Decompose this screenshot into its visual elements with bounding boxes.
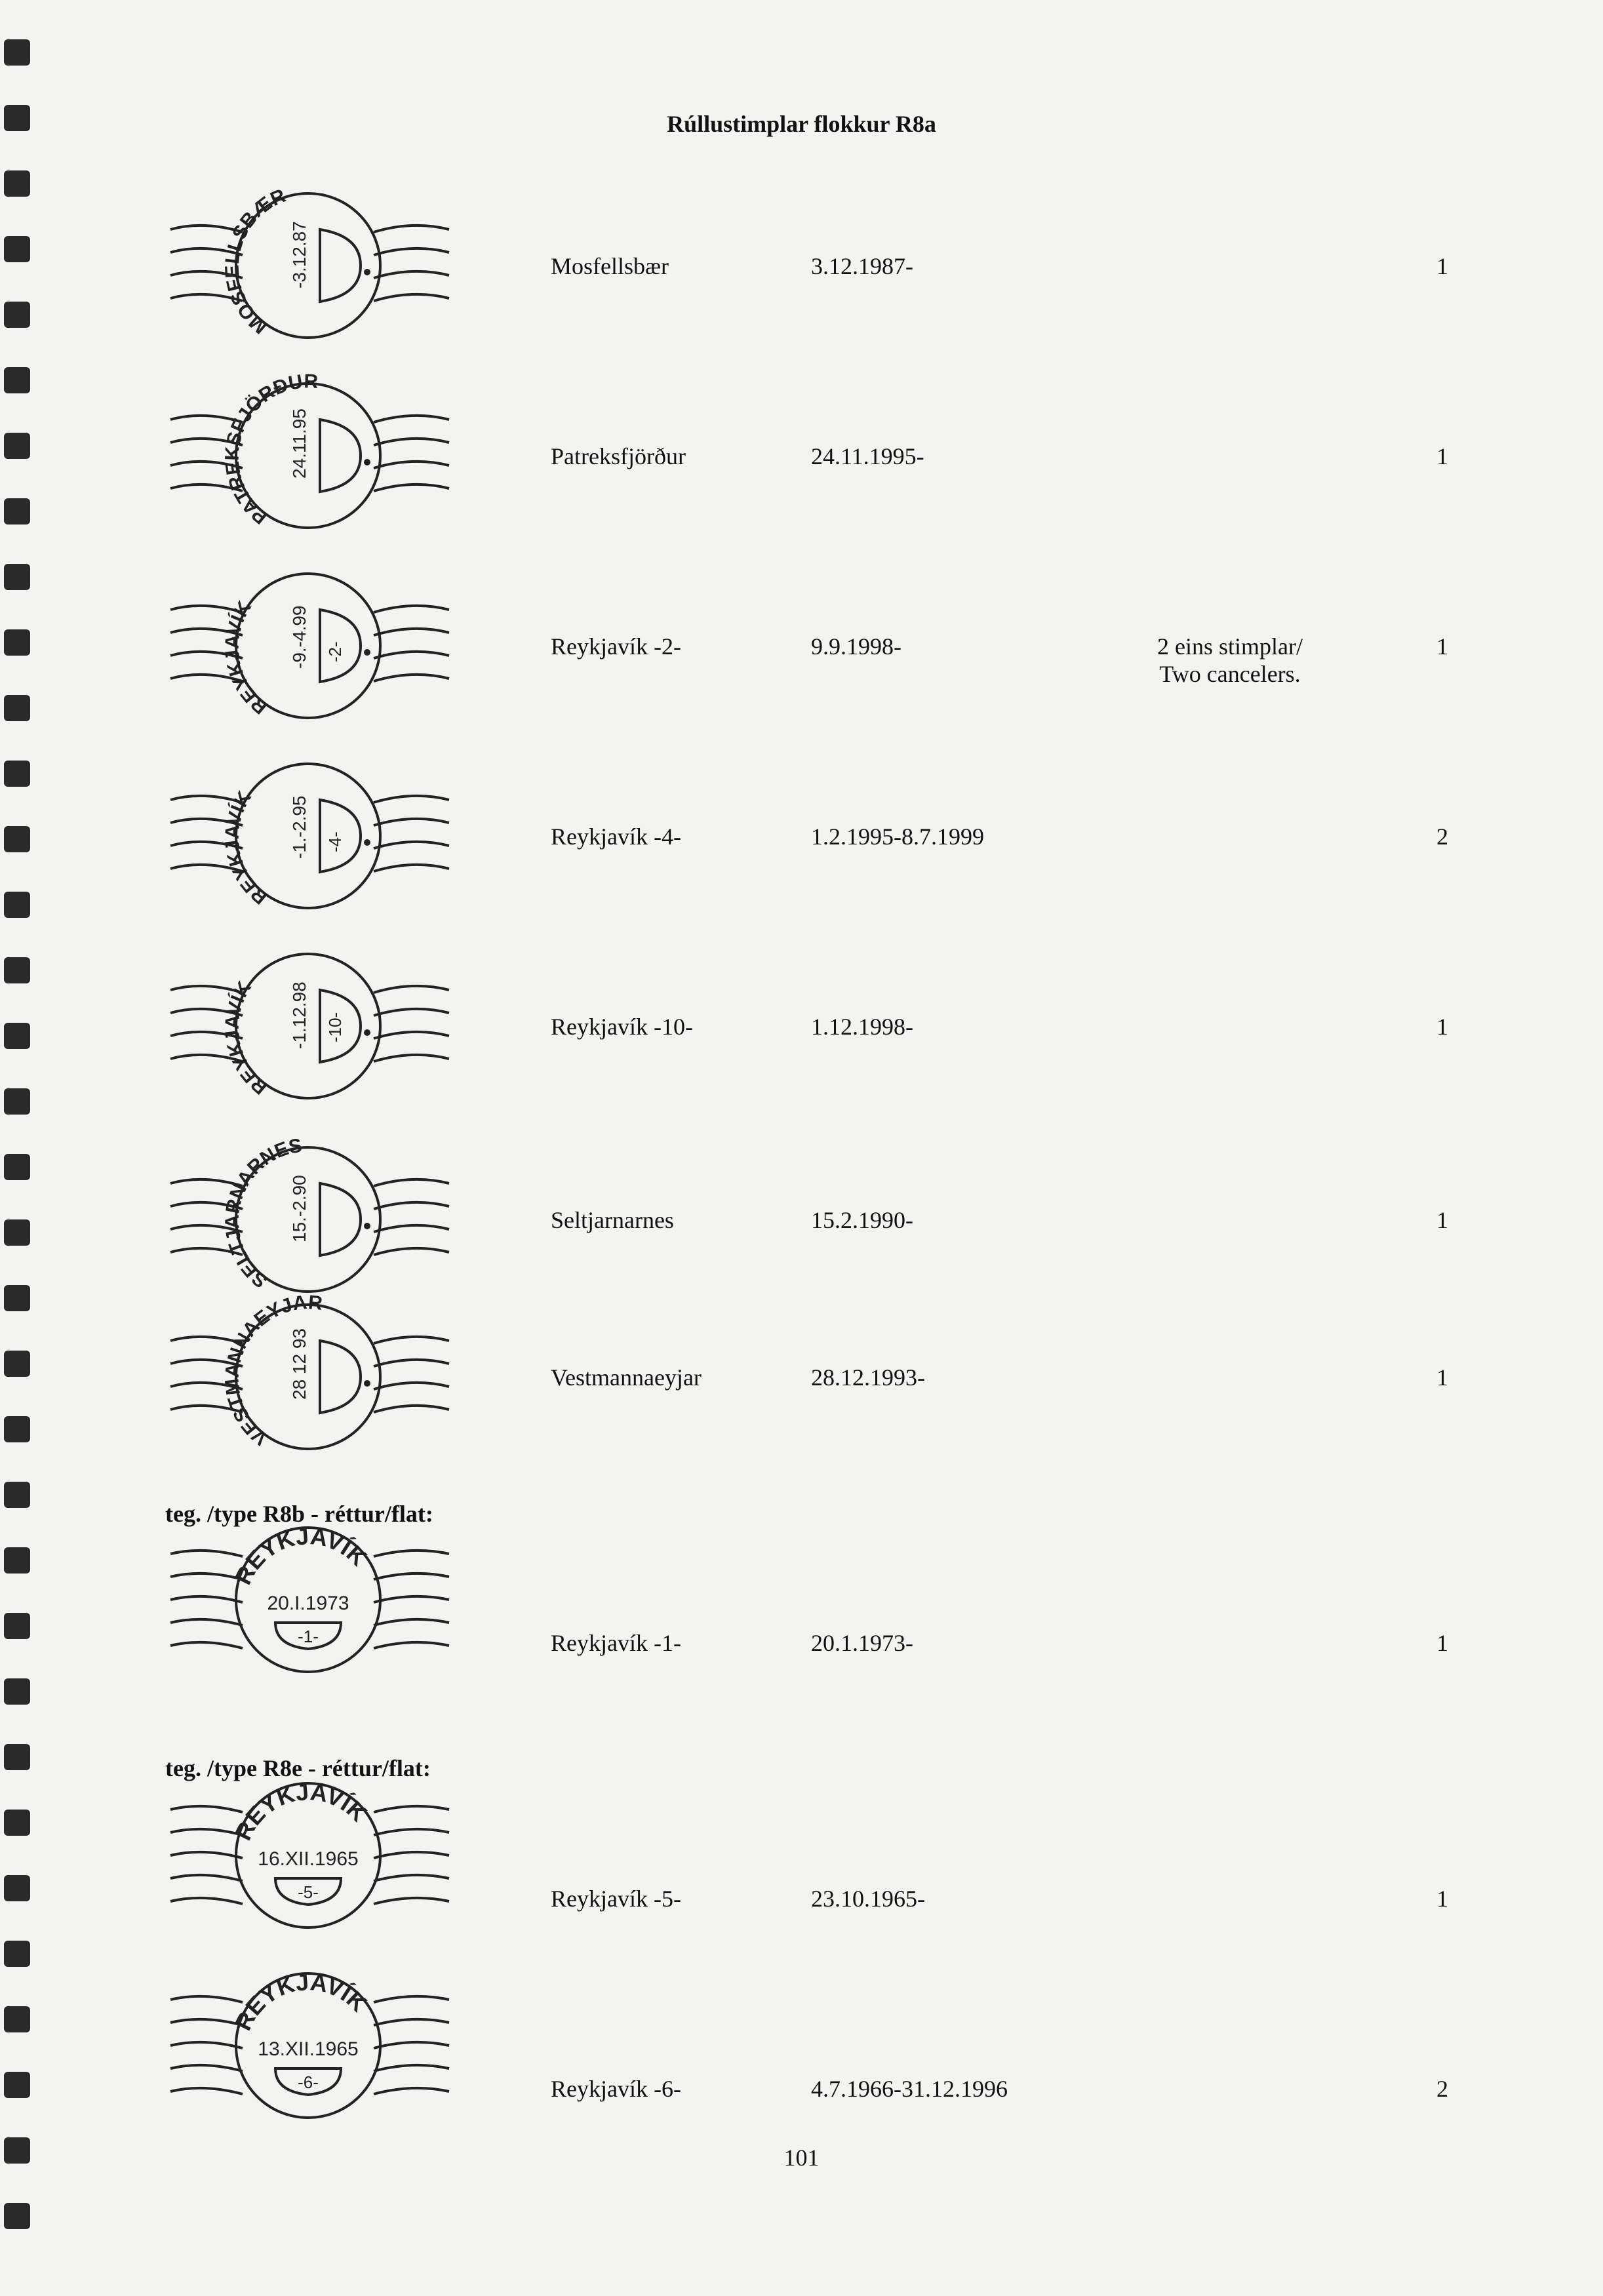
date-range: 24.11.1995-: [811, 443, 924, 469]
postmark-date: 28 12 93: [289, 1328, 309, 1400]
postmark-date: 13.XII.1965: [258, 2038, 359, 2060]
postmark-ring-text: PATREKSFJÖRÐUR: [221, 374, 319, 528]
catalog-row: [0, 1770, 1603, 1954]
page-title: Rúllustimplar flokkur R8a: [667, 111, 936, 137]
date-range: 9.9.1998-: [811, 633, 901, 660]
count-value: 1: [1436, 443, 1448, 469]
date-range: 23.10.1965-: [811, 1886, 925, 1912]
date-range: 28.12.1993-: [811, 1364, 925, 1391]
postmark-image: [151, 1514, 465, 1685]
postmark-icon: [151, 184, 465, 354]
postmark-number: -10-: [325, 1012, 345, 1042]
catalog-row: [0, 1960, 1603, 2144]
date-range: 1.2.1995-8.7.1999: [811, 823, 984, 850]
date-range: 4.7.1966-31.12.1996: [811, 2076, 1008, 2102]
postmark-ring-text: SELTJARNARNES: [221, 1138, 304, 1292]
postmark-icon: [151, 1295, 465, 1465]
postmark-ring-text: REYKJAVÍK: [229, 1968, 372, 2035]
count-value: 2: [1436, 2076, 1448, 2102]
postmark-ring-text: VESTMANNAEYJAR: [221, 1295, 324, 1450]
place-name: Reykjavík -2-: [551, 633, 681, 660]
postmark-icon: [151, 1138, 465, 1308]
count-value: 1: [1436, 1364, 1448, 1391]
postmark-icon: [151, 564, 465, 734]
postmark-date: -1.12.98: [289, 981, 309, 1049]
date-range: 3.12.1987-: [811, 253, 913, 279]
count-value: 1: [1436, 633, 1448, 660]
postmark-icon: [151, 754, 465, 924]
catalog-row: [0, 564, 1603, 747]
date-range: 20.1.1973-: [811, 1630, 913, 1656]
postmark-icon: [151, 1514, 465, 1685]
postmark-ring-text: REYKJAVÍK: [221, 787, 272, 909]
section-heading-r8e: teg. /type R8e - réttur/flat:: [165, 1755, 431, 1781]
postmark-ring-text: REYKJAVÍK: [221, 978, 272, 1099]
place-name: Reykjavík -5-: [551, 1886, 681, 1912]
count-value: 1: [1436, 253, 1448, 279]
postmark-icon: [151, 944, 465, 1115]
postmark-image: [151, 374, 465, 544]
count-value: 2: [1436, 823, 1448, 850]
postmark-image: [151, 184, 465, 354]
catalog-row: [0, 1295, 1603, 1478]
postmark-image: [151, 1138, 465, 1308]
postmark-date: 16.XII.1965: [258, 1848, 359, 1870]
binding-hole: [4, 2203, 30, 2229]
postmark-ring-text: REYKJAVÍK: [221, 597, 272, 719]
place-name: Reykjavík -10-: [551, 1014, 693, 1040]
place-name: Seltjarnarnes: [551, 1207, 674, 1233]
place-name: Reykjavík -6-: [551, 2076, 681, 2102]
place-name: Vestmannaeyjar: [551, 1364, 702, 1391]
postmark-number: -5-: [298, 1882, 319, 1902]
postmark-date: 20.I.1973: [267, 1593, 349, 1614]
postmark-number: -6-: [298, 2072, 319, 2092]
section-heading-r8b: teg. /type R8b - réttur/flat:: [165, 1501, 433, 1527]
postmark-icon: [151, 1770, 465, 1941]
postmark-image: [151, 564, 465, 734]
row-note: 2 eins stimplar/ Two cancelers.: [1157, 633, 1303, 687]
postmark-ring-text: MOSFELLSBÆR: [221, 184, 289, 338]
page-number: 101: [783, 2145, 820, 2171]
place-name: Patreksfjörður: [551, 443, 686, 469]
postmark-image: [151, 1295, 465, 1465]
postmark-date: -3.12.87: [289, 221, 309, 288]
postmark-icon: [151, 374, 465, 544]
count-value: 1: [1436, 1014, 1448, 1040]
catalog-row: [0, 944, 1603, 1128]
count-value: 1: [1436, 1207, 1448, 1233]
postmark-ring-text: REYKJAVÍK: [229, 1522, 372, 1589]
catalog-row: [0, 754, 1603, 938]
binding-hole: [4, 1744, 30, 1770]
date-range: 15.2.1990-: [811, 1207, 913, 1233]
place-name: Mosfellsbær: [551, 253, 669, 279]
catalog-row: [0, 184, 1603, 367]
date-range: 1.12.1998-: [811, 1014, 913, 1040]
place-name: Reykjavík -4-: [551, 823, 681, 850]
postmark-image: [151, 1960, 465, 2131]
place-name: Reykjavík -1-: [551, 1630, 681, 1656]
binding-hole: [4, 1482, 30, 1508]
postmark-image: [151, 944, 465, 1115]
postmark-image: [151, 1770, 465, 1941]
postmark-date: -9.-4.99: [289, 605, 309, 669]
postmark-date: 24.11.95: [289, 408, 309, 479]
postmark-ring-text: REYKJAVÍK: [229, 1778, 372, 1845]
postmark-date: -1.-2.95: [289, 795, 309, 859]
postmark-number: -2-: [325, 641, 345, 662]
catalog-row: [0, 374, 1603, 557]
count-value: 1: [1436, 1630, 1448, 1656]
catalog-row: [0, 1514, 1603, 1698]
postmark-number: -4-: [325, 831, 345, 852]
postmark-date: 15.-2.90: [289, 1175, 309, 1242]
catalog-row: [0, 1138, 1603, 1321]
binding-hole: [4, 39, 30, 66]
count-value: 1: [1436, 1886, 1448, 1912]
postmark-icon: [151, 1960, 465, 2131]
postmark-number: -1-: [298, 1627, 319, 1646]
postmark-image: [151, 754, 465, 924]
